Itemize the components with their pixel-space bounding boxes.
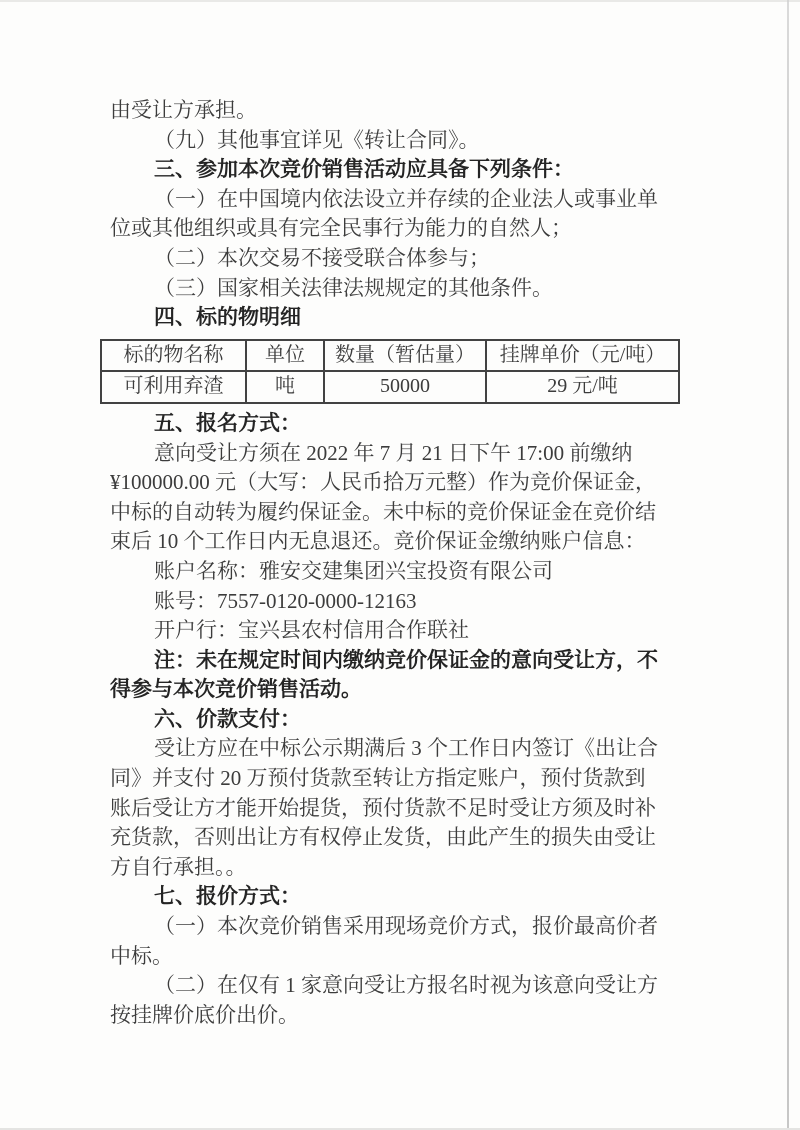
note-line: 注：未在规定时间内缴纳竞价保证金的意向受让方，不 bbox=[154, 647, 658, 672]
table-cell: 29 元/吨 bbox=[486, 371, 679, 403]
document-body bbox=[110, 96, 694, 1030]
text-line: 意向受让方须在 2022 年 7 月 21 日下午 17:00 前缴纳 bbox=[154, 440, 633, 465]
text-line: 按挂牌价底价出价。 bbox=[110, 1002, 299, 1027]
text-line: 同》并支付 20 万预付货款至转让方指定账户，预付货款到 bbox=[110, 766, 646, 791]
text-line: （三）国家相关法律法规规定的其他条件。 bbox=[154, 275, 553, 300]
page-edge-shadow bbox=[787, 0, 789, 1130]
page-edge-top bbox=[0, 0, 800, 2]
bank-line: 开户行：宝兴县农村信用合作联社 bbox=[154, 618, 469, 643]
text-line: （二）在仅有 1 家意向受让方报名时视为该意向受让方 bbox=[154, 973, 658, 998]
text-line: 充货款，否则出让方有权停止发货，由此产生的损失由受让 bbox=[110, 825, 656, 850]
text-line: 中标的自动转为履约保证金。未中标的竞价保证金在竞价结 bbox=[110, 499, 656, 524]
table-cell: 可利用弃渣 bbox=[101, 371, 246, 403]
text-line: 受让方应在中标公示期满后 3 个工作日内签订《出让合 bbox=[154, 736, 658, 761]
text-line: 账后受让方才能开始提货，预付货款不足时受让方须及时补 bbox=[110, 795, 656, 820]
table-header-cell: 标的物名称 bbox=[101, 340, 246, 372]
text-line: 中标。 bbox=[110, 943, 173, 968]
account-name-line: 账户名称：雅安交建集团兴宝投资有限公司 bbox=[154, 558, 553, 583]
section-heading-5: 五、报名方式： bbox=[154, 410, 301, 435]
table-header-cell: 单位 bbox=[246, 340, 324, 372]
subject-matter-table bbox=[100, 339, 680, 404]
text-line: （一）在中国境内依法设立并存续的企业法人或事业单 bbox=[154, 186, 658, 211]
text-line: ¥100000.00 元（大写：人民币拾万元整）作为竞价保证金， bbox=[110, 470, 656, 495]
text-line: 束后 10 个工作日内无息退还。竞价保证金缴纳账户信息： bbox=[110, 529, 646, 554]
table-header-cell: 数量（暂估量） bbox=[324, 340, 486, 372]
section-heading-4: 四、标的物明细 bbox=[154, 305, 301, 330]
table-header-row bbox=[101, 340, 679, 372]
text-line: 位或其他组织或具有完全民事行为能力的自然人； bbox=[110, 216, 572, 241]
text-line: （一）本次竞价销售采用现场竞价方式，报价最高价者 bbox=[154, 914, 658, 939]
table-cell: 50000 bbox=[324, 371, 486, 403]
account-number-line: 账号：7557-0120-0000-12163 bbox=[154, 588, 417, 613]
text-line: （二）本次交易不接受联合体参与； bbox=[154, 245, 490, 270]
table-row bbox=[101, 371, 679, 403]
text-line: 方自行承担。。 bbox=[110, 854, 247, 879]
section-heading-3: 三、参加本次竞价销售活动应具备下列条件： bbox=[154, 157, 574, 182]
table-cell: 吨 bbox=[246, 371, 324, 403]
text-line: （九）其他事宜详见《转让合同》。 bbox=[154, 127, 480, 152]
text-line: 由受让方承担。 bbox=[110, 98, 257, 122]
section-heading-6: 六、价款支付： bbox=[154, 706, 301, 731]
note-line: 得参与本次竞价销售活动。 bbox=[110, 677, 362, 702]
table-header-cell: 挂牌单价（元/吨） bbox=[486, 340, 679, 372]
section-heading-7: 七、报价方式： bbox=[154, 884, 301, 909]
